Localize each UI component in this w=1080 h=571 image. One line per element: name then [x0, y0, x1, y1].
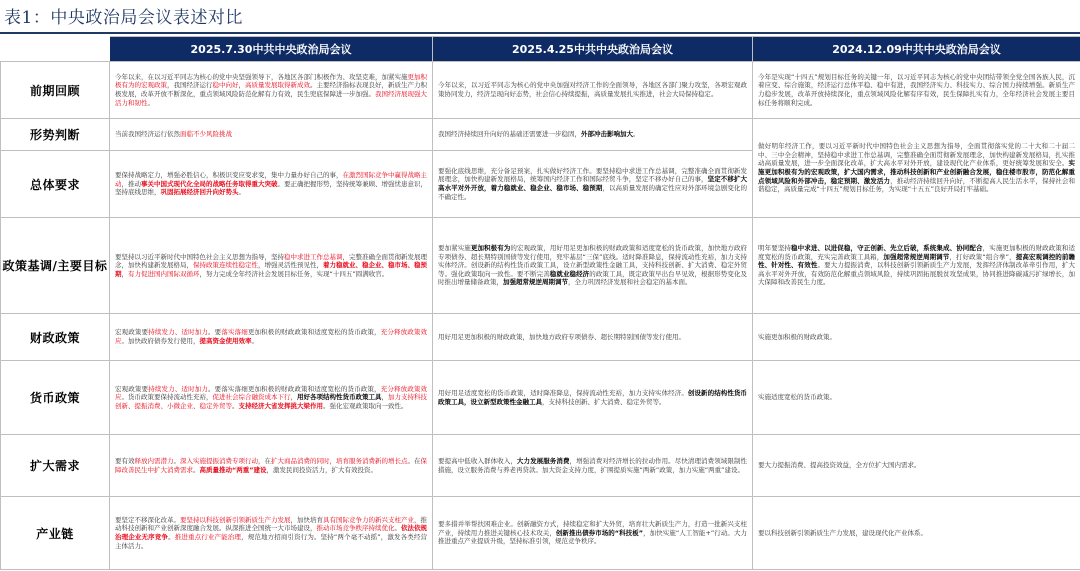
cell-text-segment: 。在 [407, 456, 421, 465]
header-corner [1, 37, 110, 62]
table-row-situation [1, 119, 1080, 151]
table-cell [753, 435, 1080, 497]
cell-text-segment: 扩大商品消费的同时，培育服务消费新的增长点 [271, 456, 408, 465]
cell-text-segment: 。货币政策要保持流动性充裕， [121, 393, 213, 402]
table-header-row [1, 37, 1080, 62]
cell-text-segment: 。要大力提振消费，以科技创新引领新质生产力发展，发挥经济体制改革牵引作用，扩大高水平对外开放，有效防范化解重点领域风险，持续巩固拓展脱贫攻坚成果，协同推进降碳减污扩绿增长，加大保障和改善民生力度。 [758, 261, 1076, 287]
cell-text-segment: 的政策工具，既定政策早出台早见效，根据形势变化及时推出增量储备政策， [438, 269, 748, 287]
cell-text-segment: ，规范地方招商引资行为。坚持“两个毫不动摇”，激发各类经营主体活力。 [115, 533, 428, 550]
table-row-policy-tone [1, 218, 1080, 314]
cell-text-segment: 我国经济展现强大活力和韧性 [115, 90, 427, 107]
table-cell [753, 119, 1080, 218]
cell-text-segment: 依法依规治理企业无序竞争 [115, 524, 427, 541]
cell-text-segment: 用好用足适度宽松的货币政策，适时降准降息，保持流动性充裕，加力支持实体经济。 [438, 388, 688, 397]
cell-text-segment: 释放内需潜力 [134, 456, 174, 465]
cell-text-segment: ，我国经济运行 [167, 81, 213, 90]
cell-text-segment: ，努力完成全年经济社会发展目标任务，实现“十四五”圆满收官。 [199, 269, 389, 278]
table-cell [433, 497, 753, 570]
table-row-fiscal [1, 314, 1080, 361]
cell-text-segment: 保持政策连续性稳定性 [193, 261, 258, 270]
cell-text-segment: 落实落细 [221, 328, 248, 337]
cell-text-segment: 推进重点行业产能治理 [174, 533, 242, 541]
cell-text-segment: ，推动科技创新和产业创新深度融合发展。纵深推进全国统一大市场建设， [115, 515, 427, 533]
cell-text-segment: 我国经济持续回升向好的基础还需要进一步稳固， [438, 130, 581, 139]
table-cell [110, 119, 433, 151]
cell-text-segment: 。 [168, 533, 175, 541]
cell-text-segment: 高质量发展取得新成效 [245, 81, 310, 90]
cell-text-segment: 稳中向好 [212, 81, 239, 90]
table-row-industry-chain [1, 497, 1080, 570]
cell-text-segment: 更加积极有为 [470, 244, 511, 253]
table-cell [110, 314, 433, 361]
cell-text-segment: 今年是实现“十四五”规划目标任务的关键一年，以习近平同志为核心的党中央团结带领全党全国各族人民，沉着应变、综合施策，经济运行总体平稳、稳中有进，我国经济实力、科技实力、综合国力持续增强。新质生产力稳步发展，改革开放持续深化，重点领域风险化解有序有效，民生保障扎实有力，全年经济社会发展主要目标任务将顺利完成。 [758, 72, 1075, 107]
cell-text-segment: 巩固拓展经济回升向好势头 [160, 188, 239, 197]
cell-text-segment: 要多措并举帮扶困难企业。创新融资方式，持续稳定和扩大外贸，培育壮大新质生产力，打造一批新兴支柱产业，持续用力推进关键核心技术攻关， [438, 520, 747, 537]
row-label: 前期回顾 [1, 62, 110, 119]
row-label: 货币政策 [1, 361, 110, 435]
cell-text-segment: 今年以来，在以习近平同志为核心的党中央坚强领导下，各地区各部门积极作为、攻坚克难，加紧实施 [115, 72, 408, 81]
cell-text-segment: 。要落实落细更加积极的财政政策和适度宽松的货币政策， [208, 384, 381, 393]
cell-text-segment: 用好用足更加积极的财政政策，加快地方政府专项债券、超长期特别国债等发行使用。 [438, 332, 685, 341]
cell-text-segment: ， [381, 393, 388, 402]
page-title: 表1：中央政治局会议表述对比 [4, 8, 243, 28]
cell-text-segment: ， [121, 269, 128, 278]
table-cell [433, 435, 753, 497]
row-label: 产业链 [1, 497, 110, 570]
cell-text-segment: ， [238, 81, 245, 90]
cell-text-segment: 事关中国式现代化全局的战略任务取得重大突破 [141, 179, 278, 188]
cell-text-segment: 加强超常规逆周期调节 [503, 278, 568, 287]
cell-text-segment: ，激发民间投资活力，扩大有效投资。 [266, 465, 378, 474]
cell-text-segment: 要有效 [115, 456, 135, 465]
cell-text-segment: ，支持科技创新、扩大消费、稳定外贸等。 [542, 397, 666, 406]
column-header-2025-07-30: 2025.7.30中共中央政治局会议 [110, 37, 433, 62]
table-cell [433, 119, 753, 151]
cell-text-segment: ，增强消费对经济增长的拉动作用。尽快清理消费领域限制性措施，设立服务消费与养老再贷款。加大资金支持力度，扩围提质实施“两新”政策，加力实施“两重”建设。 [438, 456, 748, 474]
cell-text-segment: ，推动 [121, 179, 141, 188]
cell-text-segment: 宏观政策要 [115, 384, 149, 393]
cell-text-segment: 。强化宏观政策取向一致性。 [323, 401, 408, 410]
cell-text-segment: 实施更加积极的财政政策。 [758, 332, 836, 341]
cell-text-segment: 用好各项结构性货币政策工具 [297, 393, 382, 402]
cell-text-segment: 要坚持以习近平新时代中国特色社会主义思想为指导，坚持 [115, 252, 284, 261]
cell-text-segment: 稳就业稳经济 [549, 269, 590, 278]
table-cell [433, 361, 753, 435]
cell-text-segment: 要保持战略定力，增强必胜信心，积极识变应变求变，集中力量办好自己的事， [115, 171, 343, 180]
cell-text-segment: 面临不少风险挑战 [180, 130, 232, 139]
cell-text-segment: 。主要经济指标表现良好，新质生产力积极发展，改革开放不断深化，重点领域风险防范化解有力有效，民生兜底保障进一步加强。 [115, 81, 427, 98]
table-cell [753, 314, 1080, 361]
cell-text-segment: 高质量推动“两重”建设 [199, 465, 267, 474]
title-divider [0, 32, 1080, 34]
cell-text-segment: 。要正确把握形势，坚持统筹兼顾、增强忧患意识，坚持底线思维， [115, 179, 427, 197]
cell-text-segment: 稳中求进、以进促稳，守正创新、先立后破，系统集成、协同配合 [791, 244, 983, 253]
cell-text-segment: 创新推出债券市场的“科技板” [555, 528, 644, 537]
cell-text-segment: 推动市场竞争秩序持续优化 [316, 524, 395, 533]
cell-text-segment: ，加快培育 [290, 515, 323, 524]
cell-text-segment: 。要 [208, 328, 222, 337]
table-row-review [1, 62, 1080, 119]
cell-text-segment: 今年以来，以习近平同志为核心的党中央加强对经济工作的全面领导，各地区各部门聚力攻坚，各项宏观政策协同发力，经济呈现向好态势，社会信心持续提振，高质量发展扎实推进，社会大局保持稳定。 [438, 81, 747, 98]
column-header-2025-04-25: 2025.4.25中共中央政治局会议 [433, 37, 753, 62]
row-label: 政策基调/主要目标 [1, 218, 110, 314]
cell-text-segment: 提高宏观调控的前瞻性、针对性、有效性 [758, 252, 1076, 270]
cell-text-segment: 要坚定不移深化改革。 [115, 515, 180, 524]
row-label: 形势判断 [1, 119, 110, 151]
cell-text-segment: 。 [173, 456, 180, 465]
cell-text-segment: 做好明年经济工作，要以习近平新时代中国特色社会主义思想为指导，全面贯彻落实党的二十大和二十届二中、三中全会精神，坚持稳中求进工作总基调，完整准确全面贯彻新发展理念，加快构建新发展格局，扎实推动高质量发展，进一步全面深化改革，扩大高水平对外开放，建设现代化产业体系，更好统筹发展和安全。 [758, 142, 1075, 168]
column-header-2024-12-09: 2024.12.09中共中央政治局会议 [753, 37, 1080, 62]
table-cell [753, 62, 1080, 119]
cell-text-segment: ，在 [258, 456, 271, 465]
table-cell [753, 361, 1080, 435]
cell-text-segment: ，实施更加积极的财政政策和适度宽松的货币政策，充实完善政策工具箱， [758, 244, 1076, 261]
cell-text-segment: 提高资金使用效率 [199, 337, 252, 345]
cell-text-segment: 要以科技创新引领新质生产力发展，建设现代化产业体系。 [758, 528, 927, 537]
table-cell [433, 314, 753, 361]
table-row-demand [1, 435, 1080, 497]
table-cell [753, 218, 1080, 314]
cell-text-segment: 具有国际竞争力的新兴支柱产业 [323, 515, 414, 524]
row-label: 总体要求 [1, 151, 110, 218]
table-cell [433, 62, 753, 119]
cell-text-segment: 持续发力、适时加力 [148, 384, 208, 393]
cell-text-segment: 创设新的结构性货币政策工具，设立新型政策性金融工具 [438, 388, 748, 406]
cell-text-segment: 要强化底线思维，充分备足预案，扎实做好经济工作。要坚持稳中求进工作总基调，完整准确全面贯彻新发展理念，加快构建新发展格局，统筹国内经济工作和国际经贸斗争，坚定不移办好自己的事， [438, 166, 747, 184]
cell-text-segment: 要加紧实施 [438, 244, 471, 253]
cell-text-segment: 。 [147, 98, 154, 107]
cell-text-segment: 稳中求进工作总基调 [284, 252, 343, 261]
cell-text-segment: 坚定不移扩大高水平对外开放，着力稳就业、稳企业、稳市场、稳预期 [438, 175, 748, 192]
cell-text-segment: 大力发展服务消费 [516, 456, 570, 465]
cell-text-segment: 促进社会综合融资成本下行 [212, 393, 291, 402]
cell-text-segment: 支持经济大省发挥挑大梁作用 [238, 401, 323, 410]
cell-text-segment: 深入实施提振消费专项行动 [180, 456, 258, 465]
cell-text-segment: 外部冲击影响加大 [581, 130, 633, 139]
cell-text-segment: 要坚持以科技创新引领新质生产力发展 [180, 515, 291, 524]
cell-text-segment: 加力支持科技创新、提振消费、小微企业、稳定外贸等 [115, 393, 427, 410]
cell-text-segment: 更加积极有为的宏观政策 [115, 72, 427, 90]
table-cell [433, 151, 753, 218]
cell-text-segment: ，打好政策“组合拳”， [949, 252, 1016, 261]
cell-text-segment: 。加快政府债券发行使用， [121, 337, 200, 345]
cell-text-segment: 要提高中低收入群体收入， [438, 456, 517, 465]
cell-text-segment: 实施适度宽松的货币政策。 [758, 393, 836, 402]
cell-text-segment: ，完整准确全面贯彻新发展理念，加快构建新发展格局， [115, 252, 427, 270]
cell-text-segment: ，增强灵活性预见性， [258, 261, 323, 270]
cell-text-segment: 的宏观政策，用好用足更加积极的财政政策和适度宽松的货币政策，加快地方政府专项债券、超长期特别国债等发行使用，兜牢基层“三保”底线。适时降准降息，保持流动性充裕，加力支持实体经济。创设新的结构性货币政策工具，设立新型政策性金融工具，支持科技创新、扩大消费、稳定外贸等。强化政策取向一致性。要不断完善 [438, 244, 748, 278]
cell-text-segment: 着力稳就业、稳企业、稳市场、稳预期 [115, 261, 427, 278]
table-cell [110, 151, 433, 218]
cell-text-segment: 。 [394, 524, 401, 533]
comparison-table [0, 36, 1080, 570]
cell-text-segment: 。 [633, 130, 640, 139]
cell-text-segment: 。 [193, 465, 200, 474]
table-row-monetary [1, 361, 1080, 435]
table-cell [110, 497, 433, 570]
cell-text-segment: 。 [251, 337, 258, 345]
table-cell [110, 361, 433, 435]
table-cell [110, 218, 433, 314]
cell-text-segment: 明年要坚持 [758, 244, 792, 253]
cell-text-segment: 。 [232, 401, 239, 410]
cell-text-segment: 保障改善民生中扩大消费需求 [115, 456, 427, 474]
cell-text-segment: 加强超常规逆周期调节 [883, 252, 950, 261]
row-label: 财政政策 [1, 314, 110, 361]
cell-text-segment: 当前我国经济运行依然 [115, 130, 180, 139]
table-cell [753, 497, 1080, 570]
cell-text-segment: 充分释放政策效应 [115, 328, 428, 345]
cell-text-segment: 在激烈国际竞争中赢得战略主动 [115, 171, 427, 188]
cell-text-segment: 持续发力、适时加力 [148, 328, 208, 337]
cell-text-segment: 充分释放政策效应 [115, 384, 428, 402]
cell-text-segment: ，加快实施“人工智能+”行动。大力推进重点产业提质升级，坚持标准引领，规范竞争秩序。 [438, 528, 747, 546]
table-cell [433, 218, 753, 314]
cell-text-segment: 更加积极的财政政策和适度宽松的货币政策， [247, 328, 381, 337]
cell-text-segment: ，全力巩固经济发展和社会稳定的基本面。 [568, 278, 692, 287]
cell-text-segment: 实施更加积极有为的宏观政策，扩大国内需求，推动科技创新和产业创新融合发展，稳住楼市股市，防范化解重点领域风险和外部冲击，稳定预期、激发活力 [758, 159, 1075, 185]
cell-text-segment: ，推动经济持续回升向好，不断提高人民生活水平，保持社会和谐稳定，高质量完成“十四五”规划目标任务，为实现“十五五”良好开局打牢基础。 [758, 176, 1076, 194]
cell-text-segment: ，以高质量发展的确定性应对外部环境急剧变化的不确定性。 [438, 184, 748, 201]
table-cell [110, 62, 433, 119]
cell-text-segment: 。 [238, 188, 245, 197]
row-label: 扩大需求 [1, 435, 110, 497]
cell-text-segment: 宏观政策要 [115, 328, 149, 337]
cell-text-segment: 要大力提振消费、提高投资效益，全方位扩大国内需求。 [758, 461, 921, 470]
table-cell [110, 435, 433, 497]
cell-text-segment: ， [290, 393, 297, 402]
cell-text-segment: 有力促进国内国际双循环 [128, 269, 200, 278]
